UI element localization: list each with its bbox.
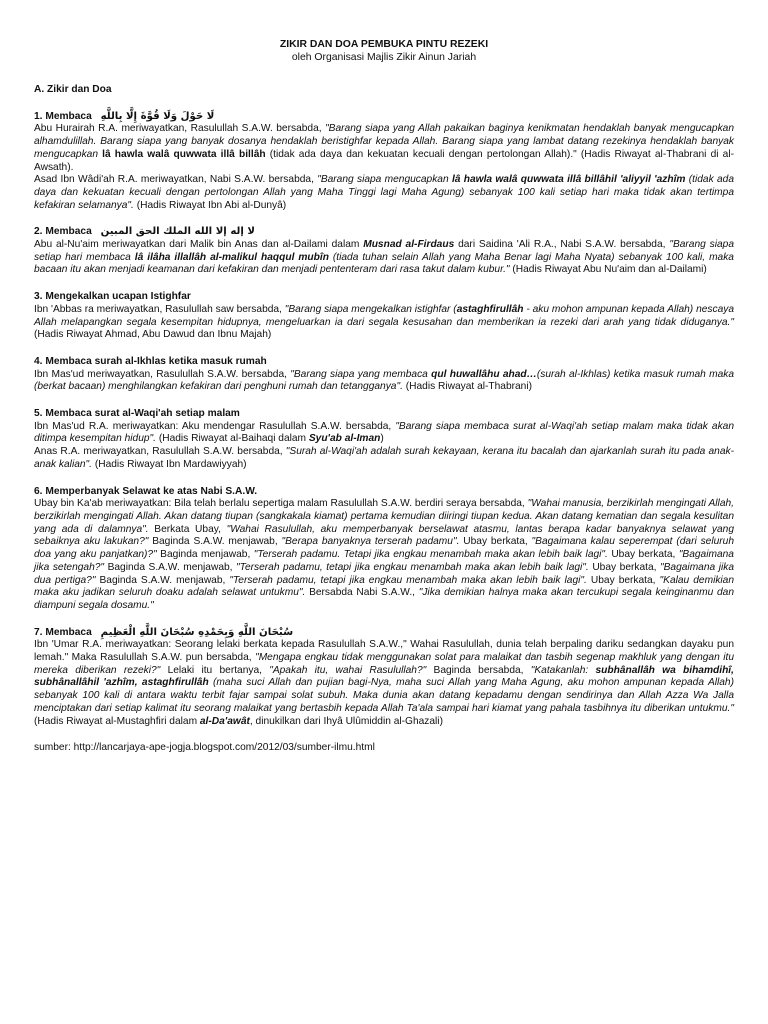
item-1-arabic: لَا حَوْلَ وَلَا قُوَّةَ إِلَّا بِاللَّهِ [100,110,215,122]
item-3-heading: 3. Mengekalkan ucapan Istighfar [34,291,191,303]
item-1-title: 1. Membaca [34,110,92,122]
item-7-arabic: سُبْحَانَ اللَّهِ وَبِحَمْدِهِ سُبْحَانَ اللَّهِ الْعَظِيمِ [100,626,294,638]
item-7-title: 7. Membaca [34,626,92,638]
item-6-heading: 6. Memperbanyak Selawat ke atas Nabi S.A.W. [34,485,258,497]
item-5-paragraph-1: Ibn Mas'ud R.A. meriwayatkan: Aku mendengar Rasulullah S.A.W. bersabda, "Barang siapa membaca surat al-Waqi'ah setiap malam maka tidak akan ditimpa kesempitan hidup". (Hadis Riwayat al-Baihaqi dalam Syu'ab al-Iman) [34,420,734,445]
item-1-heading [34,111,734,124]
item-2-paragraph-1: Abu al-Nu'aim meriwayatkan dari Malik bin Anas dan al-Dailami dalam Musnad al-Firdaus dari Saidina 'Ali R.A., Nabi S.A.W. bersabda, "Barang siapa setiap hari membaca lâ ilâha illallâh al-malikul haqqul mubîn (tiada tuhan selain Allah yang Maha Benar lagi Maha Nyata) sebanyak 100 kali, maka bacaan itu akan menjadi keamanan dari kefakiran dan menjadi pententeram dari rasa takut dalam kubur." (Hadis Riwayat Abu Nu'aim dan al-Dailami) [34,239,734,276]
source-link[interactable]: sumber: http://lancarjaya-ape-jogja.blogspot.com/2012/03/sumber-ilmu.html [34,742,375,754]
item-2-arabic: لا إله إلا الله الملك الحق المبين [100,226,255,238]
document-subtitle: oleh Organisasi Majlis Zikir Ainun Jariah [291,52,477,63]
item-1-paragraph-1: Abu Hurairah R.A. meriwayatkan, Rasulullah S.A.W. bersabda, "Barang siapa yang Allah pakaikan baginya kenikmatan hendaklah banyak mengucapkan alhamdulillah. Barang siapa yang banyak dosanya hendaklah beristighfar kepada Allah. Barang siapa yang lambat datang rezekinya hendaklah banyak mengucapkan lâ hawla walâ quwwata illâ billâh (tidak ada daya dan kekuatan kecuali dengan pertolongan Allah)." (Hadis Riwayat al-Thabrani di al-Awsath). [34,123,734,173]
item-4-paragraph-1: Ibn Mas'ud meriwayatkan, Rasulullah S.A.W. bersabda, "Barang siapa yang membaca qul huwallâhu ahad…(surah al-Ikhlas) ketika masuk rumah maka (berkat bacaan) menghilangkan kefakiran dari penghuni rumah dan tetangganya". (Hadis Riwayat al-Thabrani) [34,368,734,393]
item-2-heading [34,226,734,239]
item-7-paragraph-1: Ibn 'Umar R.A. meriwayatkan: Seorang lelaki berkata kepada Rasulullah S.A.W.," Wahai Rasulullah, dunia telah berpaling dariku sedangkan dayaku pun lemah." Maka Rasulullah S.A.W. pun bersabda, "Mengapa engkau tidak menggunakan solat para malaikat dan tasbih segenap makhluk yang dengan itu mereka diberikan rezeki?" Lelaki itu bertanya, "Apakah itu, wahai Rasulullah?" Baginda bersabda, "Katakanlah: subhânallâh wa bihamdihî, subhânallâhil 'azhîm, astaghfirullâh (maha suci Allah dan pujian bagi-Nya, maha suci Allah yang Maha Agung, aku mohon ampunan kepada Allah) sebanyak 100 kali di antara waktu terbit fajar sampai solat subuh. Maka dunia akan datang kepadamu dengan sendirinya dan Allah Azza Wa Jalla menciptakan dari setiap kalimat itu seorang malaikat yang bertasbih kepada Allah Ta'ala sampai hari kiamat yang pahala tasbihnya itu diberikan untukmu." (Hadis Riwayat al-Mustaghfiri dalam al-Da'awât, dinukilkan dari Ihyâ Ulûmiddin al-Ghazali) [34,639,734,727]
section-heading: A. Zikir dan Doa [34,84,112,95]
document-title: ZIKIR DAN DOA PEMBUKA PINTU REZEKI [279,39,489,50]
item-3-paragraph-1: Ibn 'Abbas ra meriwayatkan, Rasulullah saw bersabda, "Barang siapa mengekalkan istighfar (astaghfirullâh - aku mohon ampunan kepada Allah) nescaya Allah melapangkan segala kesempitan hidupnya, mengeluarkan ia dari segala kesusahan dan memberikan ia rezeki dari arah yang tidak diduganya." (Hadis Riwayat Ahmad, Abu Dawud dan Ibnu Majah) [34,303,735,341]
item-7-heading [34,627,734,640]
item-5-paragraph-2: Anas R.A. meriwayatkan, Rasulullah S.A.W. bersabda, "Surah al-Waqi'ah adalah surah kekayaan, kerana itu bacalah dan ajarkanlah surah itu pada anak-anak kalian". (Hadis Riwayat Ibn Mardawiyyah) [34,446,734,470]
item-4-heading: 4. Membaca surah al-Ikhlas ketika masuk rumah [34,355,267,367]
item-6-paragraph-1: Ubay bin Ka'ab meriwayatkan: Bila telah berlalu sepertiga malam Rasulullah S.A.W. berdiri seraya bersabda, "Wahai manusia, berzikirlah mengingati Allah, berzikirlah mengingati Allah. Akan datang tiupan (sangkakala kiamat) pertama kemudian diiringi tiupan kedua. Akan datang kematian dan segala kesulitan yang ada di dalamnya". Berkata Ubay, "Wahai Rasulullah, aku memperbanyak berselawat atasmu, lantas berapa kadar banyaknya selawat yang sebaiknya aku lakukan?" Baginda S.A.W. menjawab, "Berapa banyaknya terserah padamu". Ubay berkata, "Bagaimana kalau seperempat (dari seluruh doa yang aku panjatkan)?" Baginda menjawab, "Terserah padamu. Tetapi jika engkau menambah maka akan lebih baik lagi". Ubay berkata, "Bagaimana jika setengah?" Baginda S.A.W. menjawab, "Terserah padamu, tetapi jika engkau menambah maka akan lebih baik lagi". Ubay berkata, "Bagaimana jika dua pertiga?" Baginda S.A.W. menjawab, "Terserah padamu, tetapi jika engkau menambah maka akan lebih baik lagi". Ubay berkata, "Kalau demikian maka aku jadikan seluruh doaku adalah selawat untukmu". Bersabda Nabi S.A.W., "Jika demikian halnya maka akan tercukupi segala keinginanmu dan diampuni segala dosamu." [34,498,735,611]
document-body [34,38,734,755]
item-1-paragraph-2: Asad Ibn Wâdi'ah R.A. meriwayatkan, Nabi S.A.W. bersabda, "Barang siapa mengucapkan lâ hawla walâ quwwata illâ billâhil 'aliyyil 'azhîm (tidak ada daya dan kekuatan kecuali dengan pertolongan Allah yang Maha Tinggi lagi Maha Agung) sebanyak 100 kali setiap hari maka tidak akan tertimpa kefakiran selamanya". (Hadis Riwayat Ibn Abi al-Dunyâ) [34,174,734,211]
item-5-heading: 5. Membaca surat al-Waqi'ah setiap malam [34,408,240,420]
item-2-title: 2. Membaca [34,226,92,238]
